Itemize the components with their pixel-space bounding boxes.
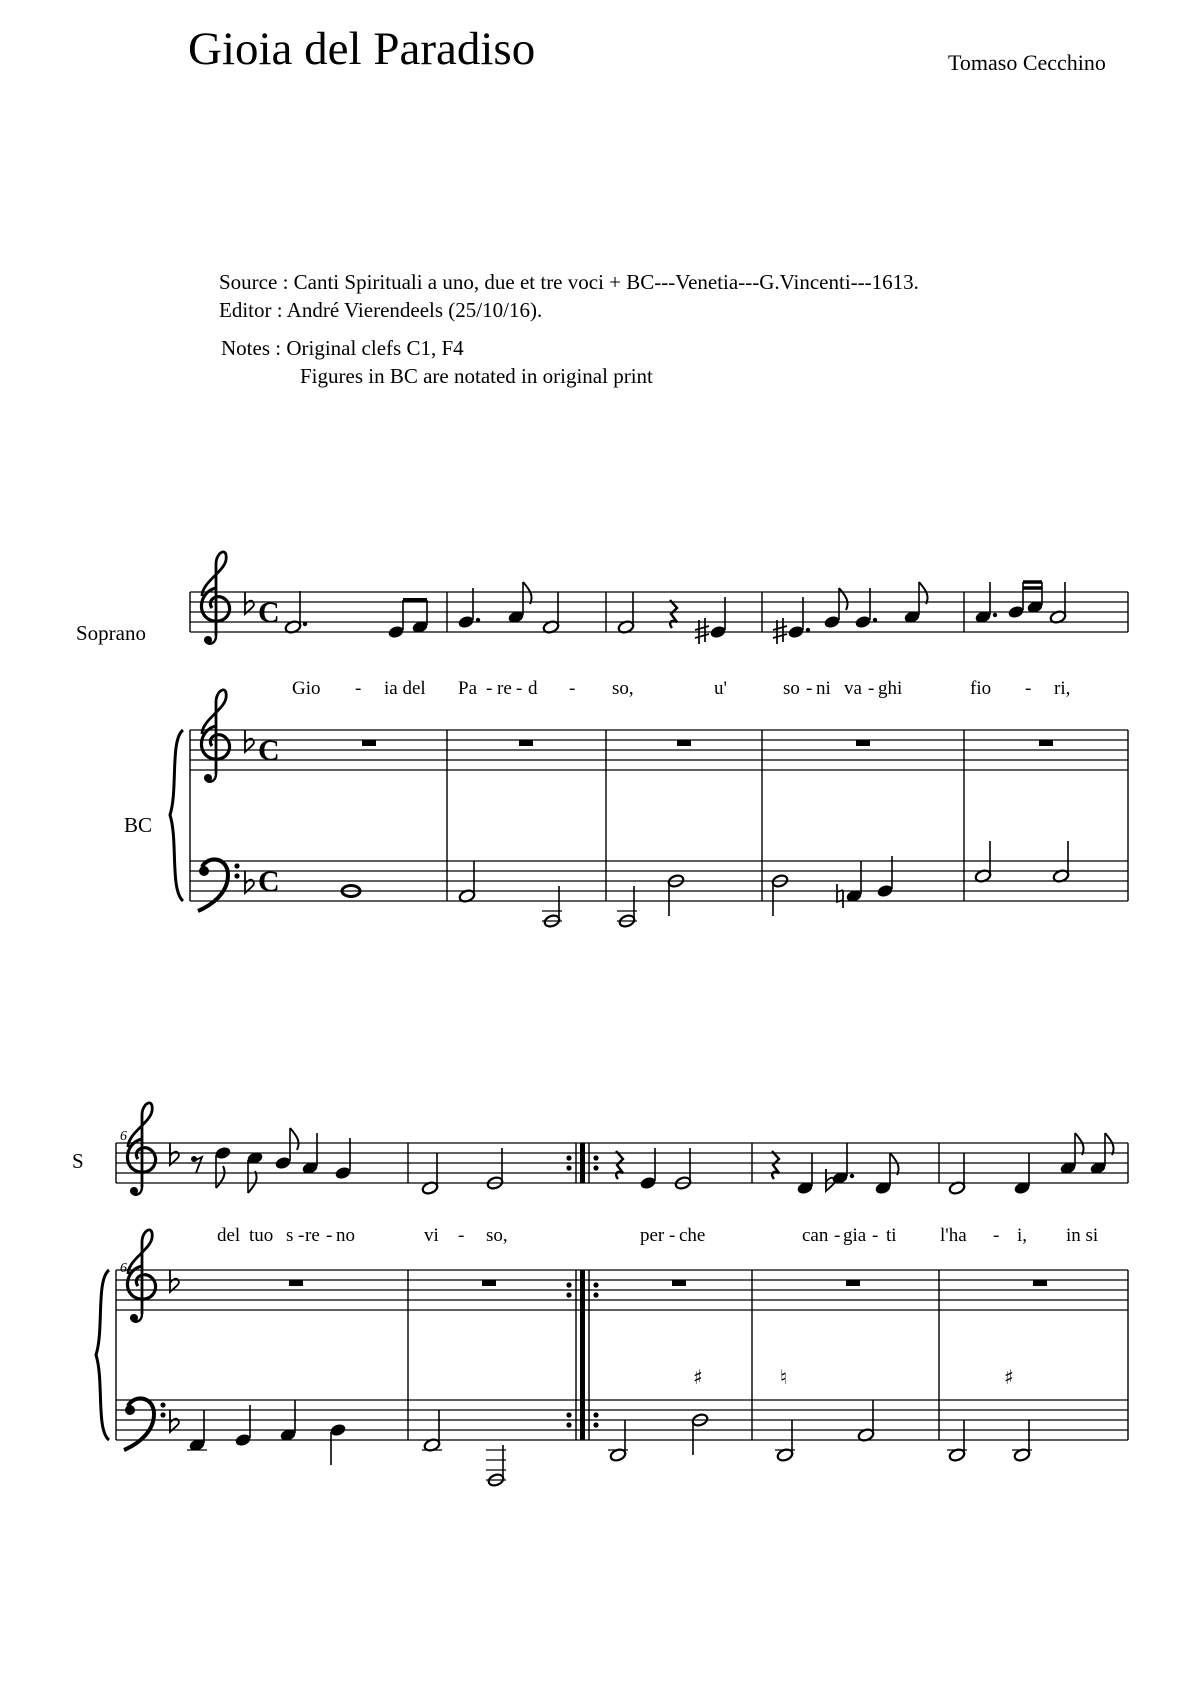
- svg-text:ia del: ia del: [384, 678, 426, 699]
- svg-text:-: -: [669, 1225, 676, 1246]
- notes-line-2: Figures in BC are notated in original print: [300, 364, 653, 388]
- svg-text:-: -: [298, 1225, 305, 1246]
- flat-key-signature-icon: [245, 871, 254, 893]
- soprano-label: Soprano: [76, 621, 146, 645]
- svg-text:♯: ♯: [693, 1365, 703, 1389]
- svg-text:-: -: [326, 1225, 333, 1246]
- editor-note: Editor : André Vierendeels (25/10/16).: [219, 298, 543, 322]
- svg-text:ti: ti: [886, 1225, 897, 1246]
- svg-text:l'ha: l'ha: [940, 1225, 967, 1246]
- composer-name: Tomaso Cecchino: [948, 50, 1106, 75]
- bc-treble-staff-lines-2: [116, 1270, 1128, 1310]
- svg-text:fio: fio: [970, 678, 992, 699]
- svg-text:ghi: ghi: [878, 678, 903, 699]
- source-note: Source : Canti Spirituali a uno, due et tre voci + BC---Venetia---G.Vincenti---1613.: [219, 270, 919, 294]
- bc-treble-whole-rests-2: [289, 1280, 1047, 1286]
- flat-key-signature-icon: [245, 592, 254, 614]
- svg-text:-: -: [355, 678, 362, 699]
- svg-text:-: -: [834, 1225, 841, 1246]
- svg-text:can: can: [802, 1225, 829, 1246]
- time-signature: C: [258, 734, 280, 767]
- svg-text:Pa: Pa: [458, 678, 477, 699]
- bc-bass-notes-system-2: [187, 1400, 1032, 1487]
- treble-clef-icon: [201, 690, 229, 782]
- svg-text:-: -: [806, 678, 813, 699]
- soprano-notes-m4: [773, 582, 928, 644]
- system-1: [76, 552, 1128, 928]
- figured-bass: [693, 1365, 1014, 1389]
- svg-text:-: -: [993, 1225, 1000, 1246]
- bc-treble-whole-rests: [362, 740, 1053, 746]
- svg-text:s: s: [286, 1225, 294, 1246]
- svg-text:♯: ♯: [1004, 1365, 1014, 1389]
- notes-line-1: Notes : Original clefs C1, F4: [221, 336, 464, 360]
- piece-title: Gioia del Paradiso: [188, 23, 536, 75]
- svg-text:che: che: [679, 1225, 706, 1246]
- svg-text:tuo: tuo: [249, 1225, 274, 1246]
- bc-barlines: [190, 730, 1128, 901]
- svg-text:per: per: [640, 1225, 665, 1246]
- time-signature: C: [258, 865, 280, 898]
- svg-text:i,: i,: [1017, 1225, 1028, 1246]
- svg-text:-: -: [458, 1225, 465, 1246]
- svg-text:re: re: [305, 1225, 320, 1246]
- treble-clef-icon: [127, 1103, 155, 1195]
- soprano-short-label: S: [72, 1149, 84, 1173]
- bc-bass-staff-lines-2: [116, 1400, 1128, 1440]
- treble-clef-icon: [201, 552, 229, 644]
- svg-text:so,: so,: [486, 1225, 508, 1246]
- bc-bass-notes-system-1: [342, 841, 1070, 928]
- svg-text:u': u': [714, 678, 727, 699]
- bc-treble-staff-lines: [190, 730, 1128, 770]
- svg-text:in si: in si: [1066, 1225, 1099, 1246]
- flat-key-signature-icon: [170, 1270, 179, 1292]
- bc-bass-staff-lines: [190, 861, 1128, 901]
- soprano-notes-system-2: [191, 1128, 1114, 1195]
- svg-text:ni: ni: [816, 678, 831, 699]
- time-signature: C: [258, 596, 280, 629]
- bc-label: BC: [124, 813, 153, 837]
- measure-number: 6: [120, 1129, 127, 1144]
- svg-text:♮: ♮: [780, 1365, 788, 1389]
- lyrics-system-1: [292, 678, 1070, 699]
- svg-text:del: del: [217, 1225, 241, 1246]
- bc-barlines-2: [116, 1270, 1128, 1440]
- svg-text:no: no: [336, 1225, 355, 1246]
- svg-text:-: -: [486, 678, 493, 699]
- bc-repeat-sign: [566, 1270, 598, 1440]
- svg-text:-: -: [868, 678, 875, 699]
- lyrics-system-2: [217, 1225, 1098, 1246]
- svg-text:va: va: [844, 678, 862, 699]
- svg-text:d: d: [528, 678, 538, 699]
- flat-key-signature-icon: [245, 730, 254, 752]
- treble-clef-icon: [127, 1230, 155, 1322]
- svg-text:ri,: ri,: [1054, 678, 1071, 699]
- measure-number: 6: [120, 1261, 127, 1276]
- svg-text:-: -: [516, 678, 523, 699]
- grand-staff-brace-icon: [96, 1270, 109, 1440]
- bass-clef-icon: [124, 1398, 166, 1450]
- soprano-notes-m5: [974, 582, 1067, 624]
- svg-text:-: -: [872, 1225, 879, 1246]
- svg-text:vi: vi: [424, 1225, 439, 1246]
- svg-text:re: re: [497, 678, 512, 699]
- soprano-notes-m3: [617, 592, 727, 644]
- svg-text:gia: gia: [843, 1225, 867, 1246]
- svg-text:-: -: [569, 678, 576, 699]
- system-2: [72, 1103, 1128, 1487]
- flat-key-signature-icon: [170, 1143, 179, 1165]
- bass-clef-icon: [198, 859, 240, 911]
- svg-text:so: so: [783, 678, 800, 699]
- soprano-notes-m2: [457, 582, 560, 634]
- soprano-staff-lines-2: [116, 1143, 1128, 1183]
- svg-text:Gio: Gio: [292, 678, 321, 699]
- svg-text:-: -: [1025, 678, 1032, 699]
- svg-text:so,: so,: [612, 678, 634, 699]
- flat-key-signature-icon: [170, 1410, 179, 1432]
- grand-staff-brace-icon: [170, 730, 183, 901]
